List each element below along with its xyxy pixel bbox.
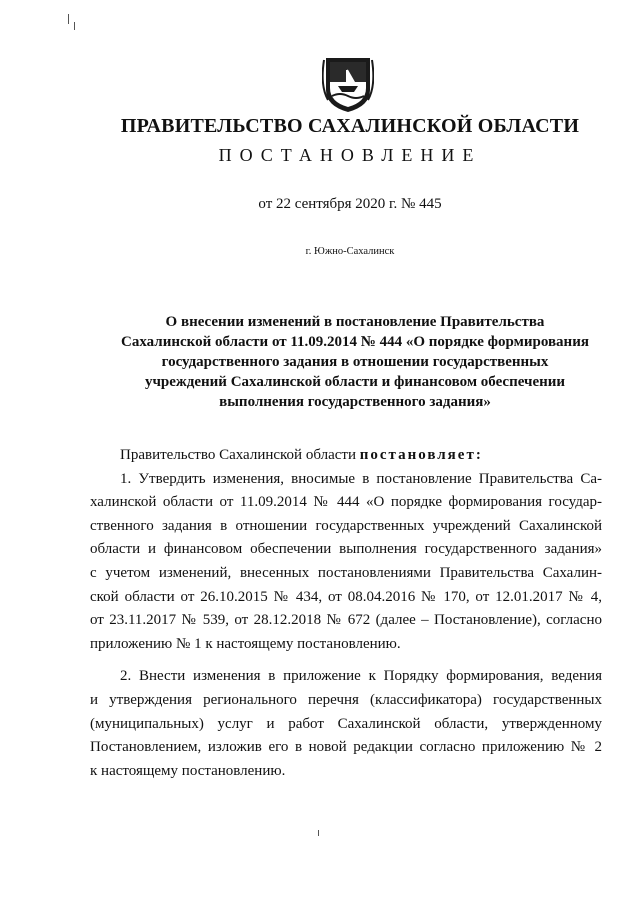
item-1-line: 1. Утвердить изменения, вносимые в постановление Правительства Са- bbox=[120, 470, 602, 487]
sakhalin-coat-of-arms-icon bbox=[322, 56, 374, 114]
subject-line: О внесении изменений в постановление Правительства bbox=[165, 314, 545, 330]
item-1-line: ской области от 26.10.2015 № 434, от 08.04.2016 № 170, от 12.01.2017 № 4, bbox=[90, 588, 602, 605]
subject-line: Сахалинской области от 11.09.2014 № 444 «О порядке формирования bbox=[121, 334, 589, 350]
item-1-paragraph bbox=[90, 468, 602, 657]
item-1-line: области и финансовом обеспечении выполнения государственного задания» bbox=[90, 541, 602, 558]
scan-mark bbox=[68, 14, 69, 24]
preamble-verb: постановляет: bbox=[359, 447, 483, 463]
scan-mark bbox=[318, 830, 319, 836]
item-2-line: 2. Внести изменения в приложение к Порядку формирования, ведения bbox=[120, 668, 602, 685]
subject-line: выполнения государственного задания» bbox=[219, 394, 491, 410]
document-date-number: от 22 сентября 2020 г. № 445 bbox=[258, 196, 442, 212]
document-type: ПОСТАНОВЛЕНИЕ bbox=[218, 145, 482, 165]
organization-title: ПРАВИТЕЛЬСТВО САХАЛИНСКОЙ ОБЛАСТИ bbox=[120, 115, 580, 137]
item-2-line: (муниципальных) услуг и работ Сахалинской области, утвержденному bbox=[90, 715, 602, 732]
item-1-line: от 23.11.2017 № 539, от 28.12.2018 № 672 (далее – Постановление), согласно bbox=[90, 612, 602, 629]
document-subject bbox=[95, 312, 615, 412]
item-2-line: и утверждения регионального перечня (классификатора) государственных bbox=[90, 691, 602, 708]
subject-line: государственного задания в отношении государственных bbox=[161, 354, 549, 370]
subject-line: учреждений Сахалинской области и финансовом обеспечении bbox=[144, 374, 566, 390]
preamble-text: Правительство Сахалинской области bbox=[120, 447, 356, 463]
item-2-line: к настоящему постановлению. bbox=[90, 762, 286, 779]
document-body bbox=[90, 444, 602, 783]
item-2-paragraph bbox=[90, 665, 602, 783]
item-2-line: Постановлением, изложив его в новой редакции согласно приложению № 2 bbox=[90, 739, 602, 756]
preamble bbox=[90, 444, 602, 468]
item-1-line: халинской области от 11.09.2014 № 444 «О порядке формирования государ- bbox=[90, 494, 602, 511]
item-1-line: ственного задания в отношении государственных учреждений Сахалинской bbox=[90, 517, 602, 534]
item-1-line: с учетом изменений, внесенных постановлениями Правительства Сахалин- bbox=[90, 564, 602, 581]
scan-mark bbox=[74, 22, 75, 30]
item-1-line: приложению № 1 к настоящему постановлению. bbox=[90, 635, 401, 652]
document-city: г. Южно-Сахалинск bbox=[305, 246, 395, 257]
